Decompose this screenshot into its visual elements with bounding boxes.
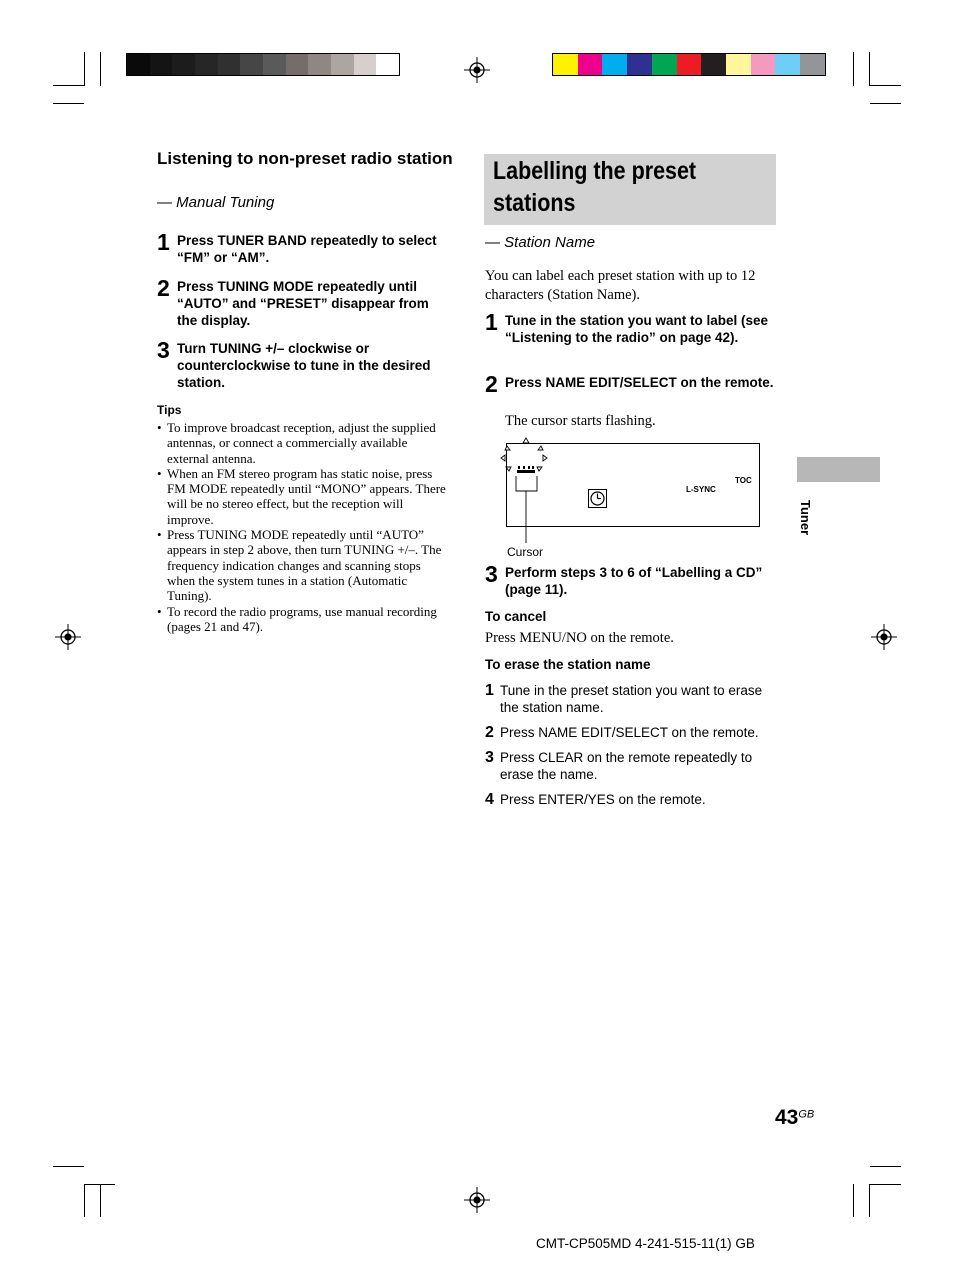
step-number: 2 xyxy=(157,275,170,301)
step-text: Press NAME EDIT/SELECT on the remote. xyxy=(505,375,774,390)
color-swatch xyxy=(800,54,825,75)
list-item: • Press TUNING MODE repeatedly until “AUTO” appears in step 2 above, then turn TUNING +/–. The frequency indication changes and scanning stops when the system tunes in a station (Automatic Tuning). xyxy=(157,527,449,603)
step-number: 3 xyxy=(485,749,494,766)
list-item: • To improve broadcast reception, adjust the supplied antennas, or connect a commercially available external antenna. xyxy=(157,420,449,466)
step-number: 4 xyxy=(485,791,494,808)
page-title xyxy=(493,155,696,219)
crop-mark xyxy=(853,1184,854,1217)
color-swatch xyxy=(775,54,800,75)
crop-mark xyxy=(84,52,85,86)
step-text: Press CLEAR on the remote repeatedly to erase the name. xyxy=(500,750,753,782)
crop-mark xyxy=(869,1184,901,1185)
list-item xyxy=(157,337,449,391)
list-item xyxy=(485,791,777,808)
footer-model-code: CMT-CP505MD 4-241-515-11(1) GB xyxy=(536,1236,755,1251)
list-item xyxy=(485,749,777,783)
color-swatch xyxy=(602,54,627,75)
gray-swatch xyxy=(286,54,309,75)
list-item xyxy=(157,275,449,329)
gray-swatch xyxy=(240,54,263,75)
page-title-line: Labelling the preset xyxy=(493,157,697,185)
gray-swatch xyxy=(195,54,218,75)
section-subtitle: — Manual Tuning xyxy=(157,194,275,211)
crop-mark xyxy=(870,1166,901,1167)
gray-swatch xyxy=(263,54,286,75)
gray-swatch xyxy=(218,54,241,75)
list-item xyxy=(485,682,777,716)
crop-mark xyxy=(853,52,854,86)
crop-mark xyxy=(869,1184,870,1217)
toc-indicator: TOC xyxy=(735,476,752,485)
color-swatch xyxy=(627,54,652,75)
side-tab xyxy=(797,457,880,482)
section-title-manual-tuning: Listening to non-preset radio station xyxy=(157,149,453,168)
crop-mark xyxy=(100,1184,101,1217)
color-swatch xyxy=(751,54,776,75)
list-item xyxy=(485,724,777,741)
grayscale-calibration-bar xyxy=(126,53,400,76)
section-subtitle: — Station Name xyxy=(485,234,596,251)
color-swatch xyxy=(578,54,603,75)
registration-mark-icon xyxy=(464,1187,490,1213)
step-text: Press ENTER/YES on the remote. xyxy=(500,792,706,807)
gray-swatch xyxy=(127,54,150,75)
list-item: • To record the radio programs, use manual recording (pages 21 and 47). xyxy=(157,604,449,635)
step-text: Press NAME EDIT/SELECT on the remote. xyxy=(500,725,759,740)
gray-swatch xyxy=(150,54,173,75)
color-calibration-bar xyxy=(552,53,826,76)
registration-mark-icon xyxy=(55,624,81,650)
registration-mark-icon xyxy=(871,624,897,650)
step-number: 1 xyxy=(157,229,170,255)
step-text: Perform steps 3 to 6 of “Labelling a CD” (page 11). xyxy=(505,565,763,597)
list-item xyxy=(157,229,449,266)
crop-mark xyxy=(53,85,84,86)
list-item xyxy=(485,371,775,397)
color-swatch xyxy=(701,54,726,75)
step-number: 3 xyxy=(157,337,170,363)
page-title-line: stations xyxy=(493,189,576,217)
cancel-text: Press MENU/NO on the remote. xyxy=(485,630,674,646)
step-number: 2 xyxy=(485,371,498,397)
cancel-heading: To cancel xyxy=(485,609,547,624)
crop-mark xyxy=(870,85,901,86)
gray-swatch xyxy=(331,54,354,75)
gray-swatch xyxy=(172,54,195,75)
erase-heading: To erase the station name xyxy=(485,657,651,672)
crop-mark xyxy=(53,1166,84,1167)
list-item xyxy=(485,309,775,346)
crop-mark xyxy=(100,52,101,86)
crop-mark xyxy=(84,1184,85,1217)
gray-swatch xyxy=(376,54,399,75)
crop-mark xyxy=(870,103,901,104)
clock-icon xyxy=(588,489,607,508)
registration-mark-icon xyxy=(464,57,490,83)
flashing-cursor-icon xyxy=(497,436,557,546)
title-box xyxy=(484,154,776,225)
step-text: Turn TUNING +/– clockwise or counterclockwise to tune in the desired station. xyxy=(177,341,431,390)
step-number: 1 xyxy=(485,309,498,335)
tips-list xyxy=(157,420,449,634)
color-swatch xyxy=(652,54,677,75)
list-item: • When an FM stereo program has static noise, press FM MODE repeatedly until “MONO” appears. There will be no stereo effect, but the reception will improve. xyxy=(157,466,449,527)
gray-swatch xyxy=(354,54,377,75)
step-text: Tune in the preset station you want to erase the station name. xyxy=(500,683,763,715)
crop-mark xyxy=(53,103,84,104)
tips-heading: Tips xyxy=(157,403,182,417)
crop-mark xyxy=(869,52,870,86)
cursor-label: Cursor xyxy=(507,545,544,559)
color-swatch xyxy=(726,54,751,75)
gray-swatch xyxy=(308,54,331,75)
color-swatch xyxy=(553,54,578,75)
page-number-suffix: GB xyxy=(798,1108,815,1121)
step-text: Tune in the station you want to label (see “Listening to the radio” on page 42). xyxy=(505,313,769,345)
side-tab-label: Tuner xyxy=(798,500,813,536)
page-number xyxy=(775,1106,814,1130)
step-number: 3 xyxy=(485,561,498,587)
step-number: 2 xyxy=(485,724,494,741)
page-number-value: 43 xyxy=(775,1106,799,1129)
step-text: Press TUNER BAND repeatedly to select “FM” or “AM”. xyxy=(177,233,437,265)
step-number: 1 xyxy=(485,682,494,699)
step-note: The cursor starts flashing. xyxy=(505,413,656,429)
color-swatch xyxy=(677,54,702,75)
intro-text: You can label each preset station with up to 12 characters (Station Name). xyxy=(485,268,756,303)
lsync-indicator: L-SYNC xyxy=(686,485,716,494)
list-item xyxy=(485,561,775,598)
step-text: Press TUNING MODE repeatedly until “AUTO” and “PRESET” disappear from the display. xyxy=(177,279,429,328)
